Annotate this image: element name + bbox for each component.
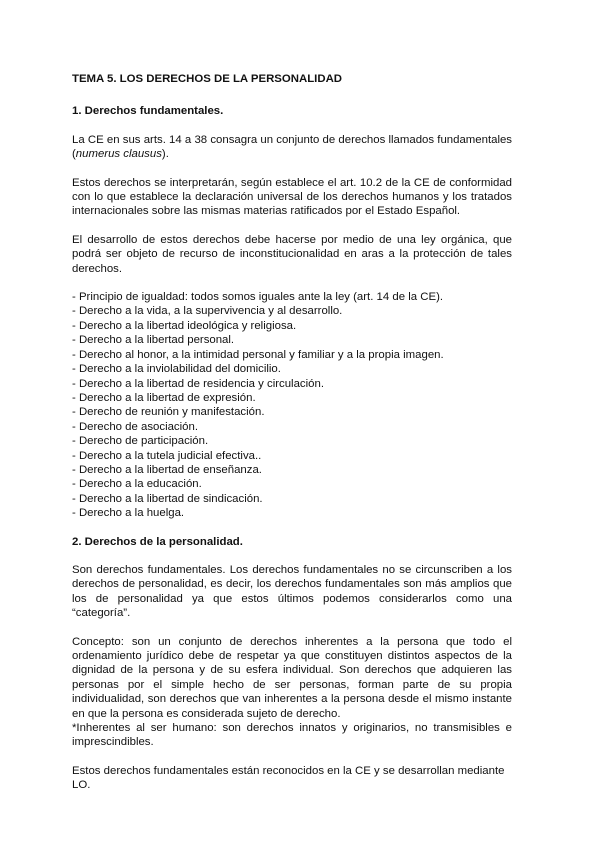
section-2-paragraph-3: *Inherentes al ser humano: son derechos innatos y originarios, no transmisibles e imprescindibles. <box>72 722 512 749</box>
paragraph-end: ). <box>161 148 169 161</box>
list-item: - Derecho a la libertad de expresión. <box>72 391 256 404</box>
list-item: - Derecho al honor, a la intimidad personal y familiar y a la propia imagen. <box>72 348 444 361</box>
list-item: - Derecho a la libertad de enseñanza. <box>72 463 262 476</box>
section-2-heading: 2. Derechos de la personalidad. <box>72 535 243 548</box>
section-2-paragraph-1: Son derechos fundamentales. Los derechos fundamentales no se circunscriben a los derechos de personalidad, es decir, los derechos fundamentales son más amplios que los de personalidad ya que estos últimos podemos considerarlos como una “categoría”. <box>72 563 512 620</box>
list-item: - Derecho a la educación. <box>72 478 202 491</box>
list-item: - Principio de igualdad: todos somos iguales ante la ley (art. 14 de la CE). <box>72 291 444 304</box>
list-item: - Derecho a la libertad de sindicación. <box>72 492 263 505</box>
section-2-paragraph-4: Estos derechos fundamentales están reconocidos en la CE y se desarrollan mediante LO. <box>72 764 505 792</box>
list-item: - Derecho a la vida, a la supervivencia y al desarrollo. <box>72 305 343 318</box>
list-item: - Derecho a la libertad personal. <box>72 334 235 347</box>
section-1-paragraph-3: El desarrollo de estos derechos debe hacerse por medio de una ley orgánica, que podrá ser objeto de recurso de inconstitucionalidad en aras a la protección de tales derechos. <box>72 233 512 275</box>
section-1-paragraph-2: Estos derechos se interpretarán, según establece el art. 10.2 de la CE de conformidad con lo que establece la declaración universal de los derechos humanos y los tratados internacionales sobre las mismas materias ratificados por el Estado Español. <box>72 176 512 218</box>
list-item: - Derecho a la libertad ideológica y religiosa. <box>72 319 297 332</box>
section-2-paragraph-2: Concepto: son un conjunto de derechos inherentes a la persona que todo el ordenamiento jurídico debe de respetar ya que constituyen distintos aspectos de la dignidad de la persona y de su esfera individual. Son derechos que adquieren las personas por el simple hecho de ser personas, forman parte de su propia individualidad, son derechos que van inherentes a la persona desde el mismo instante en que la persona es considerada sujeto de derecho. <box>72 635 512 720</box>
list-item: - Derecho a la huelga. <box>72 507 185 520</box>
list-item: - Derecho de asociación. <box>72 420 198 433</box>
italic-term: numerus clausus <box>75 148 162 161</box>
list-item: - Derecho de participación. <box>72 435 209 448</box>
section-1-paragraph-1 <box>72 133 512 162</box>
document-title: TEMA 5. LOS DERECHOS DE LA PERSONALIDAD <box>72 73 343 85</box>
paragraph-text: La CE en sus arts. 14 a 38 consagra un conjunto de derechos llamados fundamentales ( <box>72 133 512 161</box>
list-item: - Derecho de reunión y manifestación. <box>72 406 265 419</box>
rights-list <box>72 290 512 521</box>
section-1-heading: 1. Derechos fundamentales. <box>72 105 224 118</box>
list-item: - Derecho a la inviolabilidad del domicilio. <box>72 363 281 376</box>
list-item: - Derecho a la libertad de residencia y circulación. <box>72 377 324 390</box>
list-item: - Derecho a la tutela judicial efectiva.. <box>72 449 262 462</box>
